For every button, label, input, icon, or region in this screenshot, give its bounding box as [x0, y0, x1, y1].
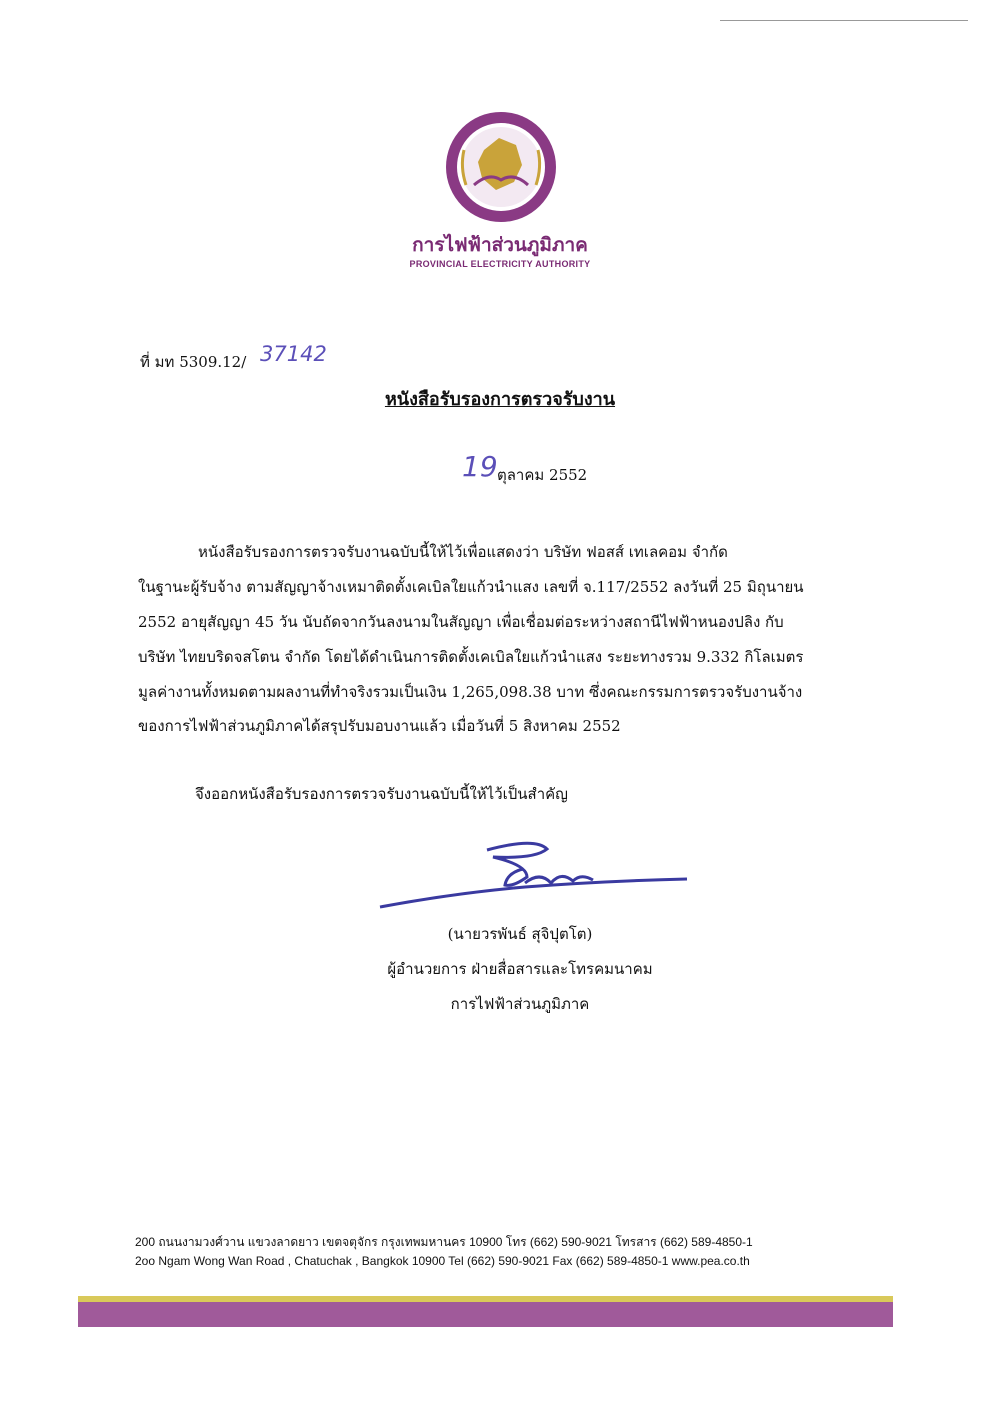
body-line: หนังสือรับรองการตรวจรับงานฉบับนี้ให้ไว้เพื่อแสดงว่า บริษัท ฟอสส์ เทเลคอม จำกัด: [198, 543, 728, 561]
date-month-year: ตุลาคม 2552: [497, 466, 588, 484]
reference-handwritten-number: 37142: [260, 342, 327, 366]
org-name-english: PROVINCIAL ELECTRICITY AUTHORITY: [409, 259, 591, 269]
handwritten-signature: [375, 835, 695, 915]
date-day-handwritten: 19: [462, 450, 498, 483]
footer-color-bar: [78, 1302, 893, 1327]
footer-address-thai: 200 ถนนงามวงศ์วาน แขวงลาดยาว เขตจตุจักร กรุงเทพมหานคร 10900 โทร (662) 590-9021 โทรสาร (662) 589-4850-1: [135, 1235, 753, 1249]
body-line: 2552 อายุสัญญา 45 วัน นับถัดจากวันลงนามในสัญญา เพื่อเชื่อมต่อระหว่างสถานีไฟฟ้าหนองปลิง กับ: [138, 613, 784, 631]
body-line: มูลค่างานทั้งหมดตามผลงานที่ทำจริงรวมเป็นเงิน 1,265,098.38 บาท ซึ่งคณะกรรมการตรวจรับงานจ้าง: [138, 683, 803, 701]
signatory-organization: การไฟฟ้าส่วนภูมิภาค: [450, 995, 590, 1013]
body-line: ของการไฟฟ้าส่วนภูมิภาคได้สรุปรับมอบงานแล้ว เมื่อวันที่ 5 สิงหาคม 2552: [138, 717, 621, 735]
footer-address-english: 2oo Ngam Wong Wan Road , Chatuchak , Bangkok 10900 Tel (662) 590-9021 Fax (662) 589-4850-1 www.pea.co.th: [135, 1254, 750, 1268]
closing-statement: จึงออกหนังสือรับรองการตรวจรับงานฉบับนี้ให้ไว้เป็นสำคัญ: [195, 785, 568, 803]
document-title: หนังสือรับรองการตรวจรับงาน: [384, 389, 616, 410]
body-line: ในฐานะผู้รับจ้าง ตามสัญญาจ้างเหมาติดตั้งเคเบิลใยแก้วนำแสง เลขที่ จ.117/2552 ลงวันที่ 25 มิถุนายน: [138, 578, 804, 596]
signatory-position: ผู้อำนวยการ ฝ่ายสื่อสารและโทรคมนาคม: [387, 960, 653, 978]
top-rule: [720, 20, 968, 21]
body-line: บริษัท ไทยบริดจสโตน จำกัด โดยได้ดำเนินการติดตั้งเคเบิลใยแก้วนำแสง ระยะทางรวม 9.332 กิโลเมตร: [138, 648, 804, 666]
reference-label: ที่ มท 5309.12/: [140, 353, 247, 371]
signatory-name: (นายวรพันธ์ สุจิปุตโต): [447, 925, 593, 943]
pea-seal-logo: [444, 110, 558, 224]
org-name-thai: การไฟฟ้าส่วนภูมิภาค: [412, 234, 588, 256]
